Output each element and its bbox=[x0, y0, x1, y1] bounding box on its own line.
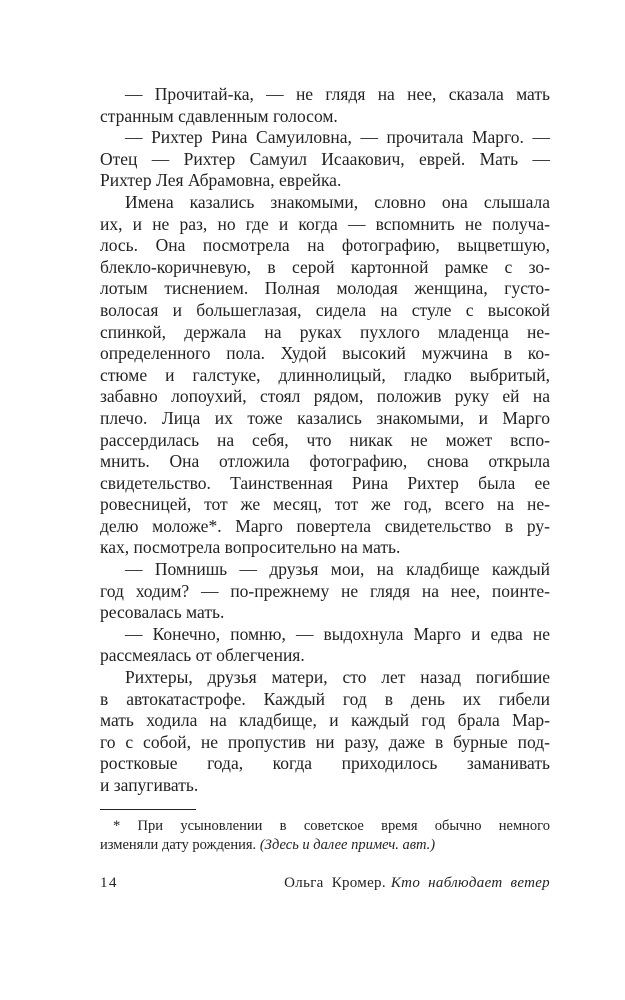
text-line: спинкой, держала на руках пухлого младенца не- bbox=[100, 321, 550, 342]
text-line: мнить. Она отложила фотографию, снова открыла bbox=[100, 451, 550, 472]
text-line: — Прочитай-ка, — не глядя на нее, сказала мать bbox=[125, 84, 550, 104]
text-line: ровесницей, тот же месяц, тот же год, всего на не- bbox=[100, 494, 550, 515]
paragraph-dialogue-3 bbox=[100, 559, 550, 624]
text-line: их, и не раз, но где и когда — вспомнить не получа- bbox=[100, 213, 550, 234]
footnote-line: * При усыновлении в советское время обычно немного bbox=[113, 818, 550, 834]
text-line: — Конечно, помню, — выдохнула Марго и едва не bbox=[125, 623, 550, 644]
running-title bbox=[284, 875, 550, 892]
footnote-divider bbox=[100, 809, 196, 810]
footnote-author-note: (Здесь и далее примеч. авт.) bbox=[259, 836, 436, 853]
text-line: в автокатастрофе. Каждый год в день их гибели bbox=[100, 688, 550, 709]
author-name: Ольга Кромер. bbox=[284, 875, 386, 891]
text-line: блекло-коричневую, в серой картонной рамке с зо- bbox=[100, 256, 550, 277]
text-line: ках, посмотрела вопросительно на мать. bbox=[100, 537, 401, 558]
text-line: год ходим? — по-прежнему не глядя на нее, поинте- bbox=[100, 580, 550, 601]
footnote-text: изменяли дату рождения. bbox=[100, 836, 260, 853]
text-line: Рихтеры, друзья матери, сто лет назад погибшие bbox=[125, 667, 550, 688]
text-line: — Рихтер Рина Самуиловна, — прочитала Марго. — bbox=[125, 127, 550, 148]
text-line: лось. Она посмотрела на фотографию, выцветшую, bbox=[100, 235, 550, 256]
text-line: Рихтер Лея Абрамовна, еврейка. bbox=[100, 170, 342, 191]
text-line: ростковые года, когда приходилось заманивать bbox=[100, 753, 550, 774]
text-line: Имена казались знакомыми, словно она слышала bbox=[125, 191, 550, 212]
text-line: плечо. Лица их тоже казались знакомыми, и Марго bbox=[100, 407, 550, 428]
text-line: странным сдавленным голосом. bbox=[100, 105, 338, 126]
text-line: забавно лопоухий, стоял рядом, положив руку ей на bbox=[100, 386, 550, 407]
text-line: рассердилась на себя, что никак не может вспо- bbox=[100, 429, 550, 450]
text-line: стюме и галстуке, длиннолицый, гладко выбритый, bbox=[100, 364, 550, 385]
text-line: мать ходила на кладбище, и каждый год брала Мар- bbox=[100, 710, 550, 731]
page-number: 14 bbox=[100, 875, 118, 891]
book-title: Кто наблюдает ветер bbox=[390, 875, 550, 891]
paragraph-narrative-1 bbox=[100, 192, 550, 559]
text-line: делю моложе*. Марго повертела свидетельство в ру- bbox=[100, 515, 550, 536]
text-line: лотым тиснением. Полная молодая женщина, густо- bbox=[100, 278, 550, 299]
text-line: определенного пола. Худой высокий мужчина в ко- bbox=[100, 343, 550, 364]
footnote bbox=[100, 817, 550, 854]
paragraph-dialogue-2 bbox=[100, 127, 550, 192]
paragraph-narrative-2 bbox=[100, 667, 550, 797]
text-line: волосая и большеглазая, сидела на стуле с высокой bbox=[100, 299, 550, 320]
text-line: и запугивать. bbox=[100, 775, 199, 795]
paragraph-dialogue-4 bbox=[100, 624, 550, 667]
body-text bbox=[100, 84, 550, 797]
text-line: ресовалась мать. bbox=[100, 602, 225, 623]
footnote-line bbox=[100, 836, 550, 855]
text-line: рассмеялась от облегчения. bbox=[100, 645, 305, 666]
text-line: свидетельство. Таинственная Рина Рихтер была ее bbox=[100, 472, 550, 493]
text-line: го с собой, не пропустив ни разу, даже в бурные под- bbox=[100, 731, 550, 752]
text-line: Отец — Рихтер Самуил Исаакович, еврей. Мать — bbox=[100, 148, 550, 169]
paragraph-dialogue-1 bbox=[100, 84, 550, 127]
page-footer bbox=[100, 875, 550, 892]
text-line: — Помнишь — друзья мои, на кладбище каждый bbox=[125, 559, 550, 580]
